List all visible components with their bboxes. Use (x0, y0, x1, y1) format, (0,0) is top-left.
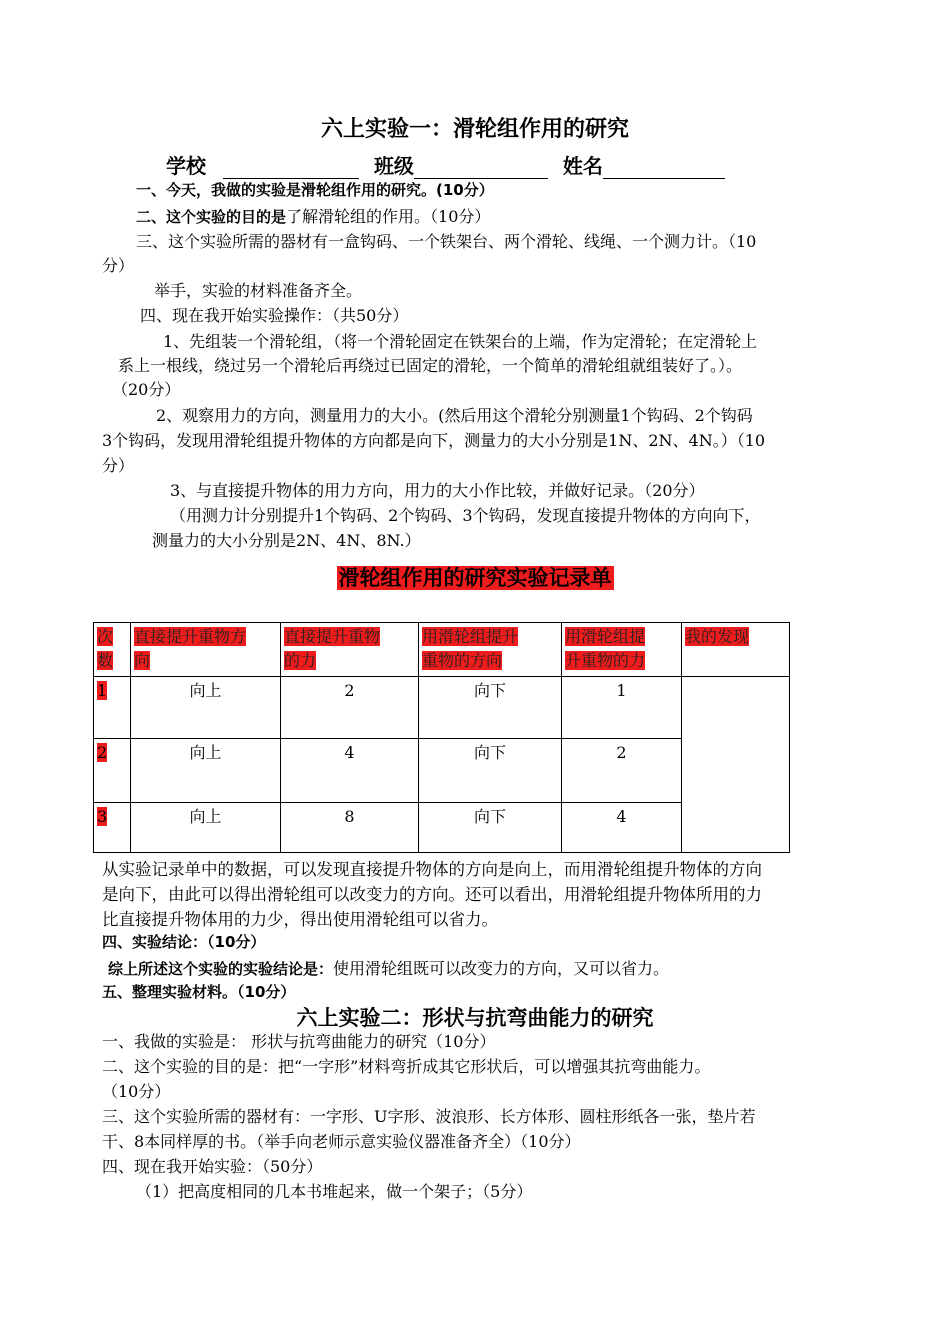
conclusion-text (108, 956, 669, 979)
table-row (94, 677, 790, 739)
record-sheet-title-text: 滑轮组作用的研究实验记录单 (338, 566, 612, 590)
header-pulley-force (562, 623, 682, 677)
item-2-bold: 二、这个实验的目的是 (136, 208, 287, 226)
row-number (94, 739, 131, 803)
cell-direct-force: 4 (281, 739, 419, 803)
header-count (94, 623, 131, 677)
cell-direct-force: 2 (281, 677, 419, 739)
row-number (94, 803, 131, 853)
header-text: 重物的方向 (422, 651, 503, 670)
header-text: 的力 (284, 651, 317, 670)
analysis-line-3: 比直接提升物体用的力少，得出使用滑轮组可以省力。 (102, 910, 498, 929)
name-blank (603, 154, 725, 179)
cell-pulley-force: 4 (562, 803, 682, 853)
header-text: 向 (134, 651, 151, 670)
row-number-text: 1 (97, 681, 108, 700)
step-1-line1: 1、先组装一个滑轮组，（将一个滑轮固定在铁架台的上端，作为定滑轮；在定滑轮上 (163, 332, 758, 351)
cell-direct-direction: 向上 (131, 739, 281, 803)
row-number-text: 3 (97, 807, 108, 826)
step-3-detail-line2: 测量力的大小分别是2N、4N、8N.） (152, 531, 421, 550)
record-table (93, 622, 790, 853)
header-text: 用滑轮组提升 (422, 627, 519, 646)
exp2-line-1: 一、我做的实验是： 形状与抗弯曲能力的研究（10分） (102, 1032, 496, 1051)
tidy-materials: 五、整理实验材料。（10分） (102, 983, 296, 1001)
cell-pulley-force: 2 (562, 739, 682, 803)
header-text: 次 (97, 627, 114, 646)
header-text: 用滑轮组提 (565, 627, 646, 646)
header-pulley-direction (419, 623, 562, 677)
exp2-line-7: （1）把高度相同的几本书堆起来，做一个架子；（5分） (136, 1182, 533, 1201)
conclusion-heading: 四、实验结论：（10分） (102, 933, 266, 951)
cell-pulley-direction: 向下 (419, 803, 562, 853)
student-info-line (166, 150, 725, 179)
header-direct-direction (131, 623, 281, 677)
name-label: 姓名 (562, 154, 603, 178)
step-1-line3: （20分） (112, 380, 181, 399)
exp2-line-2: 二、这个实验的目的是：把“一字形”材料弯折成其它形状后，可以增强其抗弯曲能力。 (102, 1057, 711, 1076)
step-2-line1: 2、观察用力的方向，测量用力的大小。(然后用这个滑轮分别测量1个钩码、2个钩码 (156, 406, 753, 425)
conclusion-bold: 综上所述这个实验的实验结论是： (108, 960, 334, 978)
header-text: 我的发现 (685, 627, 750, 646)
row-number-text: 2 (97, 743, 108, 762)
row-number (94, 677, 131, 739)
header-text: 直接提升重物 (284, 627, 381, 646)
class-label: 班级 (373, 154, 414, 178)
item-4: 四、现在我开始实验操作：（共50分） (140, 306, 409, 325)
exp2-line-6: 四、现在我开始实验：（50分） (102, 1157, 323, 1176)
exp2-line-4: 三、这个实验所需的器材有：一字形、U字形、波浪形、长方体形、圆柱形纸各一张，垫片若 (102, 1107, 756, 1126)
cell-direct-direction: 向上 (131, 677, 281, 739)
item-2 (136, 204, 490, 227)
school-blank (223, 154, 359, 179)
cell-direct-direction: 向上 (131, 803, 281, 853)
conclusion-rest: 使用滑轮组既可以改变力的方向，又可以省力。 (333, 959, 670, 978)
exp2-line-3: （10分） (102, 1082, 171, 1101)
class-blank (414, 154, 548, 179)
school-label: 学校 (166, 154, 206, 178)
cell-pulley-direction: 向下 (419, 677, 562, 739)
cell-direct-force: 8 (281, 803, 419, 853)
experiment-2-title: 六上实验二：形状与抗弯曲能力的研究 (296, 1006, 654, 1030)
step-3-detail-line1: （用测力计分别提升1个钩码、2个钩码、3个钩码，发现直接提升物体的方向向下， (170, 506, 761, 525)
item-3-line1: 三、这个实验所需的器材有一盒钩码、一个铁架台、两个滑轮、线绳、一个测力计。（10 (136, 232, 757, 251)
step-3: 3、与直接提升物体的用力方向，用力的大小作比较，并做好记录。（20分） (170, 481, 705, 500)
header-direct-force (281, 623, 419, 677)
record-sheet-title (0, 562, 950, 592)
item-2-rest: 了解滑轮组的作用。（10分） (286, 207, 491, 226)
analysis-line-1: 从实验记录单中的数据，可以发现直接提升物体的方向是向上，而用滑轮组提升物体的方向 (102, 860, 762, 879)
item-3-line2: 分） (102, 256, 135, 275)
cell-pulley-direction: 向下 (419, 739, 562, 803)
item-1: 一、今天，我做的实验是滑轮组作用的研究。(10分） (136, 181, 494, 199)
header-text: 直接提升重物方 (134, 627, 247, 646)
step-1-line2: 系上一根线，绕过另一个滑轮后再绕过已固定的滑轮，一个简单的滑轮组就组装好了。）。 (118, 356, 743, 375)
step-2-line3: 分） (102, 456, 135, 475)
cell-pulley-force: 1 (562, 677, 682, 739)
item-3-note: 举手，实验的材料准备齐全。 (154, 281, 363, 300)
header-text: 升重物的力 (565, 651, 646, 670)
analysis-line-2: 是向下，由此可以得出滑轮组可以改变力的方向。还可以看出，用滑轮组提升物体所用的力 (102, 885, 762, 904)
page-title: 六上实验一：滑轮组作用的研究 (320, 117, 629, 142)
step-2-line2: 3个钩码，发现用滑轮组提升物体的方向都是向下，测量力的大小分别是1N、2N、4N。）（10 (102, 431, 766, 450)
exp2-line-5: 干、8本同样厚的书。（举手向老师示意实验仪器准备齐全）（10分） (102, 1132, 581, 1151)
cell-findings (682, 677, 790, 853)
table-header-row (94, 623, 790, 677)
header-findings (682, 623, 790, 677)
header-text: 数 (97, 651, 114, 670)
